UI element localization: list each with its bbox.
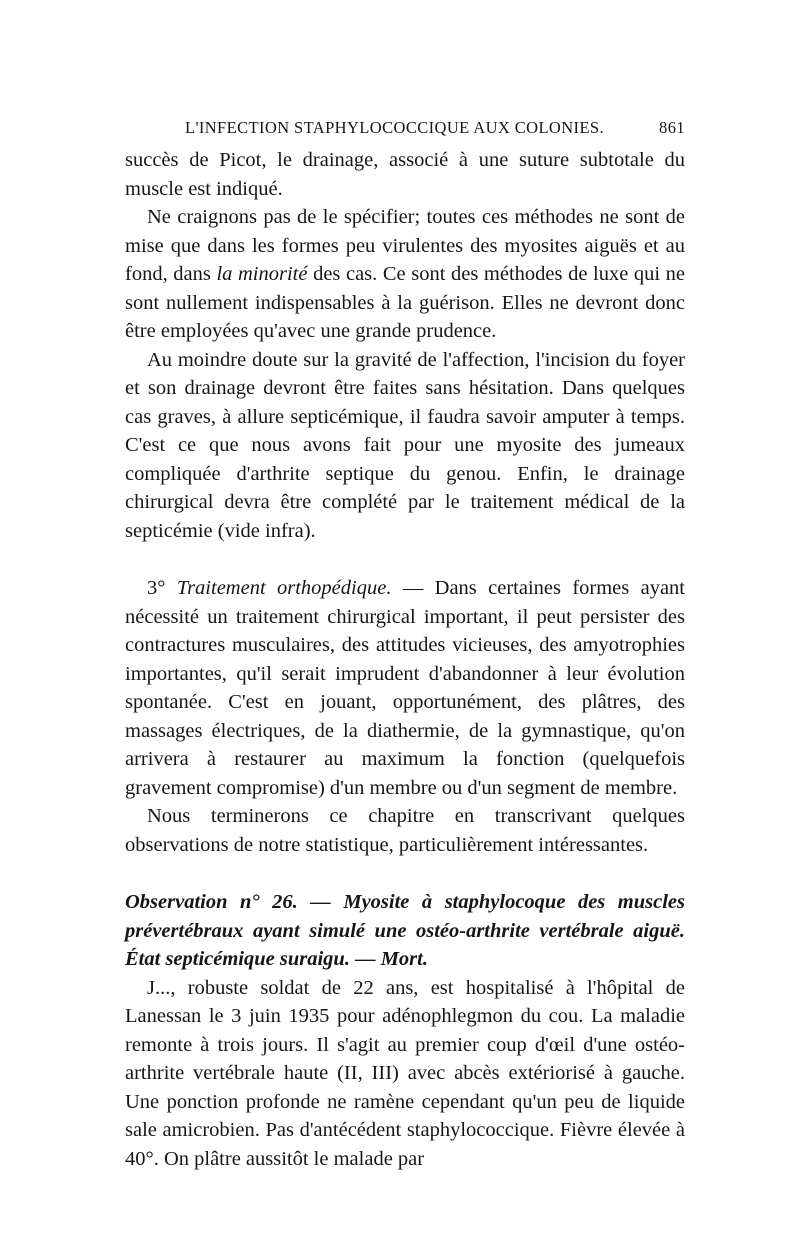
paragraph-drainage: Au moindre doute sur la gravité de l'affection, l'incision du foyer et son drainage devront être faites sans hésitation. Dans quelques cas graves, à allure septicémique, il faudra savoir amputer à temps. C'est ce que nous avons fait pour une myosite des jumeaux compliquée d'arthrite septique du genou. Enfin, le drainage chirurgical devra être complété par le traitement médical de la septicémie (vide infra). <box>125 348 685 542</box>
page-number: 861 <box>659 118 685 137</box>
observation-body: J..., robuste soldat de 22 ans, est hospitalisé à l'hôpital de Lanessan le 3 juin 1935 pour adénophlegmon du cou. La maladie remonte à trois jours. Il s'agit au premier coup d'œil d'une ostéo-arthrite vertébrale haute (II, III) avec abcès extériorisé à gauche. Une ponction profonde ne ramène cependant qu'un peu de liquide sale amicrobien. Pas d'antécédent staphylococcique. Fièvre élevée à 40°. On plâtre aussitôt le malade par <box>125 976 685 1170</box>
emphasis-minority: la minorité <box>216 263 308 285</box>
observation-heading <box>125 888 685 974</box>
paragraph-methods-start: Ne craignons pas de le spécifier; toutes ces méthodes ne sont de mise que dans les formes peu virulentes des myosites aiguës et au fond, dans <box>125 206 685 285</box>
paragraph-methods <box>125 203 685 346</box>
section-title: Traitement orthopédique. <box>176 577 392 599</box>
running-header <box>185 118 685 138</box>
section-text: — Dans certaines formes ayant nécessité un traitement chirurgical important, il peut persister des contractures musculaires, des attitudes vicieuses, des amyotrophies importantes, qu'il serait imprudent d'abandonner à leur évolution spontanée. C'est en jouant, opportunément, des plâtres, des massages électriques, de la diathermie, de la gymnastique, qu'on arrivera à restaurer au maximum la fonction (quelquefois gravement compromise) d'un membre ou d'un segment de membre. <box>125 577 686 799</box>
section-number: 3° <box>147 577 166 599</box>
paragraph-continuation: succès de Picot, le drainage, associé à une suture subtotale du muscle est indiqué. <box>125 149 685 200</box>
section-orthopedic <box>125 574 685 802</box>
paragraph-conclusion: Nous terminerons ce chapitre en transcrivant quelques observations de notre statistique, particulièrement intéressantes. <box>125 805 685 856</box>
paragraph-methods-end: des cas. Ce sont des méthodes de luxe qui ne sont nullement indispensables à la guérison. Elles ne devront donc être employées qu'avec une grande prudence. <box>125 263 686 342</box>
observation-heading-text: Observation n° 26. — Myosite à staphylocoque des muscles prévertébraux ayant simulé une ostéo-arthrite vertébrale aiguë. État septicémique suraigu. — Mort. <box>125 891 685 970</box>
book-page <box>125 118 685 1173</box>
body-text <box>125 146 685 1173</box>
running-title: L'INFECTION STAPHYLOCOCCIQUE AUX COLONIES. <box>185 118 605 137</box>
